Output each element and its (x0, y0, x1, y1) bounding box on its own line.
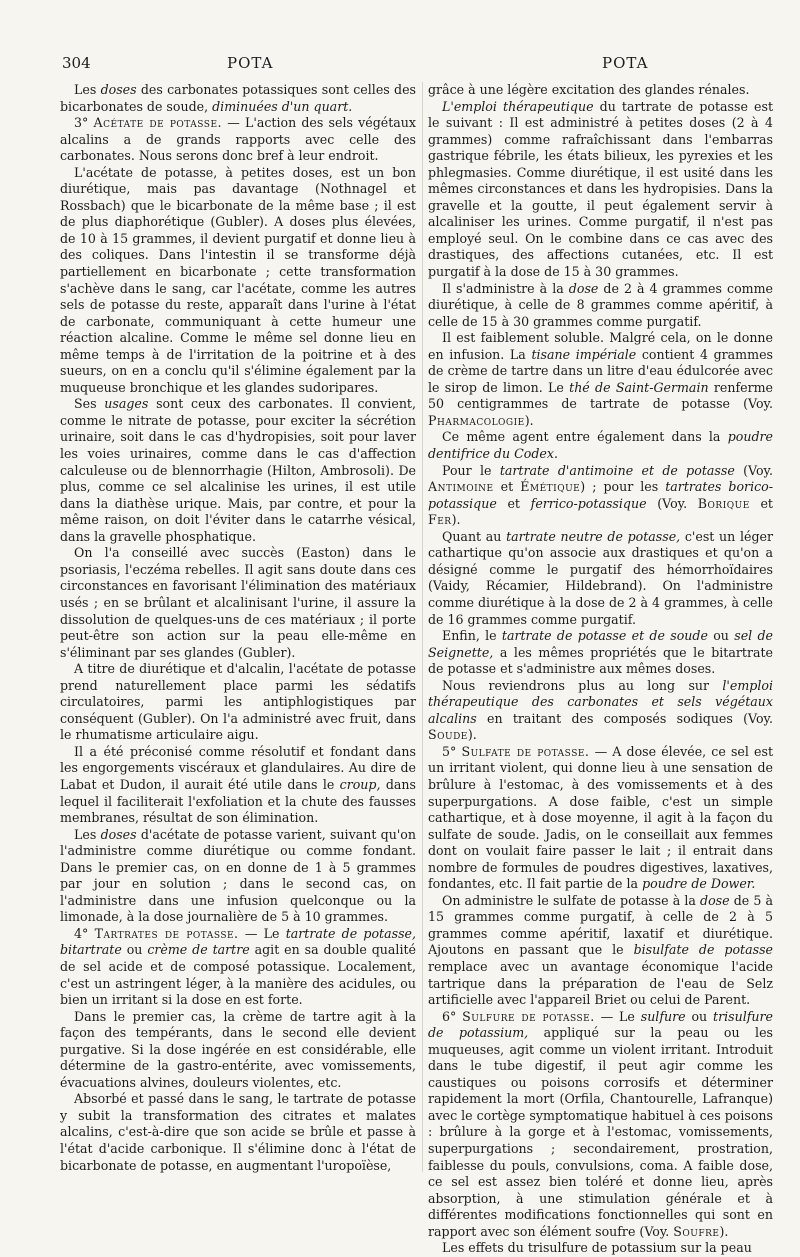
paragraph (428, 281, 773, 331)
text-run: ). (524, 412, 534, 428)
text-run: c'est un léger cathartique qu'on associe aux drastiques et qu'on a désigné comme le purgatif des hémorrhoïdaires (Vaidy, Récamier, Hildebrand). On l'administre comme diurétique à la dose de 2 à 4 grammes, à celle de 16 grammes comme purgatif. (428, 528, 773, 627)
italic-text: doses (100, 82, 137, 97)
text-run: Dans le premier cas, la crème de tartre agit à la façon des tempérants, dans le second elle devient purgative. Si la dose ingérée en est considérable, elle détermine de la gastro-entérite, avec vomissements, évacuations alvines, douleurs violentes, etc. (60, 1008, 416, 1090)
text-run: On administre le sulfate de potasse à la (442, 892, 701, 908)
text-run: Il s'administre à la (442, 280, 569, 296)
italic-text: tartrate de potasse, bitartrate (60, 925, 417, 958)
text-run: remplace avec un avantage économique l'acide tartrique dans la préparation de l'eau de Selz artificielle avec l'appareil Briet ou celui de Parent. (428, 958, 773, 1008)
running-head-left: POTA (227, 54, 274, 72)
italic-text: L'emploi thérapeutique (442, 98, 594, 114)
italic-text: trisulfure de potassium, (428, 1008, 773, 1041)
italic-text: tartrates borico-potassique (428, 479, 773, 511)
text-run: du tartrate de potasse est le suivant : Il est administré à petites doses (2 à 4 grammes) comme rafraîchissant dans l'embarras gastrique fébrile, les états bilieux, les pyrexies et les phlegmasies. Comme diurétique, il est usité dans les mêmes circonstances et dans les hydropisies. Dans la gravelle et la goutte, il peut également servir à alcaliniser les urines. Comme purgatif, il n'est pas employé seul. On le combine dans ce cas avec des drastiques, des affections cutanées, etc. Il est purgatif à la dose de 15 à 30 grammes. (428, 98, 774, 280)
text-run: agit en sa double qualité de sel acide et de composé potassique. Localement, c'est un astringent léger, à la manière des acidules, ou bien un irritant si la dose en est forte. (60, 942, 416, 1008)
paragraph (428, 744, 773, 893)
column-divider (422, 82, 423, 1172)
italic-text: dose (568, 280, 599, 296)
text-run: Pour le (442, 462, 500, 478)
text-run: — Le (238, 925, 286, 941)
text-run: contient 4 grammes de crème de tartre dans un litre d'eau édulcorée avec le sirop de limon. Le (428, 346, 773, 395)
small-caps-text: Tartrates de potasse. (94, 925, 239, 941)
italic-text: sulfure (640, 1008, 686, 1024)
small-caps-text: Pharmacologie (428, 412, 525, 428)
paragraph (60, 115, 416, 165)
italic-text: dose (700, 892, 730, 908)
text-run: et (496, 495, 531, 511)
text-run: grâce à une légère excitation des glandes rénales. (428, 82, 750, 97)
italic-text: poudre de Dower. (642, 876, 756, 892)
italic-text: sel de Seignette, (428, 628, 773, 660)
page-number: 304 (62, 54, 91, 72)
italic-text: bisulfate de potasse (633, 942, 773, 958)
small-caps-text: Émétique (520, 479, 581, 495)
text-run: Enfin, le (442, 628, 502, 644)
paragraph (428, 678, 773, 744)
text-run: Il est faiblement soluble. Malgré cela, on le donne en infusion. La (428, 330, 773, 362)
text-run: Ses (74, 396, 105, 412)
text-run: 4° (74, 925, 95, 941)
paragraph (60, 396, 416, 545)
text-run: — Le (594, 1008, 641, 1024)
paragraph (60, 926, 416, 1009)
text-run: (Voy. (646, 495, 698, 511)
small-caps-text: Acétate de potasse. (93, 115, 223, 131)
left-column (60, 82, 416, 1174)
text-run: Ce même agent entre également dans la (442, 429, 728, 445)
small-caps-text: Sulfate de potasse. (461, 743, 590, 759)
text-run: Quant au (442, 528, 507, 544)
text-run: des carbonates potassiques sont celles des bicarbonates de soude, (60, 82, 416, 114)
italic-text: tartrate de potasse et de soude (501, 628, 708, 644)
text-run: ). (467, 727, 477, 743)
small-caps-text: Sulfure de potasse. (462, 1008, 595, 1024)
text-run: ou (685, 1008, 714, 1024)
paragraph (60, 827, 416, 926)
paragraph (428, 330, 773, 429)
text-run: et (749, 495, 773, 511)
paragraph (60, 661, 416, 744)
paragraph (428, 529, 773, 628)
text-run: A titre de diurétique et d'alcalin, l'acétate de potasse prend naturellement place parmi les sédatifs circulatoires, parmi les antiphlogistiques par conséquent (Gubler). On l'a administré avec fruit, dans le rhumatisme articulaire aigu. (60, 661, 416, 743)
italic-text: poudre dentifrice du Codex. (428, 429, 773, 462)
italic-text: usages (104, 396, 149, 412)
text-run: en traitant des composés sodiques (Voy. (476, 710, 773, 726)
right-column (428, 82, 773, 1257)
text-run: renferme 50 centigrammes de tartrate de potasse (Voy. (428, 379, 774, 412)
paragraph (428, 463, 773, 529)
italic-text: doses (100, 826, 137, 842)
text-run: ). (451, 512, 461, 528)
running-head-right: POTA (602, 54, 649, 72)
text-run: 6° (442, 1008, 463, 1024)
text-run: Absorbé et passé dans le sang, le tartrate de potasse y subit la transformation des citrates et malates alcalins, c'est-à-dire que son acide se brûle et passe à l'état d'acide carbonique. Il s'élimine donc à l'état de bicarbonate de potasse, en augmentant l'uropoïèse, (60, 1091, 416, 1173)
text-run: On l'a conseillé avec succès (Easton) dans le psoriasis, l'eczéma rebelles. Il agit sans doute dans ces circonstances en favorisant l'élimination des matériaux usés ; en se brûlant et alcalinisant l'urine, il assure la dissolution de quelques-uns de ces matériaux ; il porte peut-être son action sur la peau elle-même en s'éliminant par ses glandes (Gubler). (60, 545, 416, 660)
small-caps-text: Antimoine (428, 479, 494, 495)
text-run: (Voy. (734, 462, 773, 478)
text-run: 3° (74, 115, 94, 131)
paragraph (60, 1091, 416, 1174)
text-run: de 5 à 15 grammes comme purgatif, à celle de 2 à 5 grammes comme apéritif, laxatif et diurétique. Ajoutons en passant que le (428, 892, 774, 958)
paragraph (428, 99, 773, 281)
text-run: ou (707, 628, 735, 644)
small-caps-text: Soufre (673, 1223, 720, 1239)
italic-text: ferrico-potassique (530, 495, 647, 511)
text-run: — A dose élevée, ce sel est un irritant violent, qui donne lieu à une sensation de brûlure à l'estomac, à des vomissements et à des superpurgations. A dose faible, c'est un simple cathartique, et à dose moyenne, il agit à la façon du sulfate de soude. Jadis, on le conseillait aux femmes dont on voulait faire passer le lait ; il entrait dans nombre de formules de poudres digestives, laxatives, fondantes, etc. Il fait partie de la (428, 743, 773, 892)
paragraph (60, 545, 416, 661)
text-run: sont ceux des carbonates. Il convient, comme le nitrate de potasse, pour exciter la sécrétion urinaire, soit dans le cas d'hydropisies, soit pour laver les voies urinaires, comme dans le cas d'affection calculeuse ou de blennorrhagie (Hilton, Ambrosoli). De plus, comme ce sel alcalinise les urines, il est utile dans la diathèse urique. Mais, par contre, et pour la même raison, on doit l'éviter dans le catarrhe vésical, dans la gravelle phosphatique. (60, 396, 417, 544)
paragraph (428, 1009, 773, 1241)
paragraph (428, 628, 773, 678)
text-run: appliqué sur la peau ou les muqueuses, agit comme un violent irritant. Introduit dans le tube digestif, il peut agir comme les caustiques ou poisons corrosifs et déterminer rapidement la mort (Orfila, Chantourelle, Lafranque) avec le cortège symptomatique habituel à ces poisons : brûlure à la gorge et à l'estomac, vomissements, superpurgations ; secondairement, prostration, faiblesse du pouls, convulsions, coma. A faible dose, ce sel est assez bien toléré et donne lieu, après absorption, à une stimulation générale et à différentes modifications fonctionnelles qui sont en rapport avec son élément soufre (Voy. (428, 1025, 773, 1239)
text-run: de 2 à 4 grammes comme diurétique, à celle de 8 grammes comme apéritif, à celle de 15 à 30 grammes comme purgatif. (428, 280, 773, 329)
text-run: 5° (442, 743, 462, 759)
text-run: ) ; pour les (580, 479, 666, 495)
small-caps-text: Fer (428, 512, 452, 528)
italic-text: croup, (339, 776, 381, 792)
paragraph (60, 744, 416, 827)
italic-text: tisane impériale (531, 346, 637, 362)
text-run: d'acétate de potasse varient, suivant qu'on l'administre comme diurétique ou comme fondant. Dans le premier cas, on en donne de 1 à 5 grammes par jour en solution ; dans le second cas, on l'administre dans une infusion quelconque ou la limonade, à la dose journalière de 5 à 10 grammes. (60, 826, 416, 925)
paragraph (428, 82, 773, 99)
paragraph (60, 165, 416, 397)
text-run: ). (719, 1223, 729, 1239)
text-run: Les (74, 826, 101, 842)
italic-text: tartrate d'antimoine et de potasse (499, 462, 735, 478)
italic-text: diminuées d'un quart. (212, 98, 353, 114)
paragraph (428, 893, 773, 1009)
italic-text: tartrate neutre de potasse, (506, 528, 681, 544)
text-run: Il a été préconisé comme résolutif et fondant dans les engorgements viscéraux et glandulaires. Au dire de Labat et Dudon, il aurait été utile dans le (60, 743, 416, 792)
paragraph (428, 1240, 773, 1257)
small-caps-text: Borique (697, 495, 750, 511)
italic-text: l'emploi thérapeutique des carbonates et sels végétaux alcalins (428, 677, 773, 726)
italic-text: thé de Saint-Germain (569, 379, 709, 395)
text-run: dans lequel il faciliterait l'exfoliation et la chute des fausses membranes, résultat de son élimination. (60, 776, 416, 826)
paragraph (428, 429, 773, 462)
text-run: L'acétate de potasse, à petites doses, est un bon diurétique, mais pas davantage (Nothnagel et Rossbach) que le bicarbonate de la même base ; il est de plus diaphorétique (Gubler). A doses plus élevées, de 10 à 15 grammes, il devient purgatif et donne lieu à des coliques. Dans l'intestin il se transforme déjà partiellement en bicarbonate ; cette transformation s'achève dans le sang, car l'acétate, comme les autres sels de potasse du reste, apparaît dans l'urine à l'état de carbonate, communiquant à cette humeur une réaction alcaline. Comme le même sel donne lieu en même temps à de l'irritation de la poitrine et à des sueurs, on en a conclu qu'il s'élimine également par la muqueuse bronchique et les glandes sudoripares. (60, 164, 416, 395)
text-run: et (493, 479, 521, 495)
paragraph (60, 1009, 416, 1092)
paragraph (60, 82, 416, 115)
running-header (0, 54, 800, 76)
text-run: a les mêmes propriétés que le bitartrate de potasse et s'administre aux mêmes doses. (428, 644, 773, 677)
text-run: Nous reviendrons plus au long sur (442, 677, 723, 693)
text-run: — L'action des sels végétaux alcalins a de grands rapports avec celle des carbonates. Nous serons donc bref à leur endroit. (60, 115, 417, 164)
text-run: ou (121, 942, 148, 958)
text-run: Les (74, 82, 101, 97)
italic-text: crème de tartre (147, 942, 250, 958)
small-caps-text: Soude (428, 727, 468, 743)
text-run: Les effets du trisulfure de potassium sur la peau (442, 1240, 752, 1256)
